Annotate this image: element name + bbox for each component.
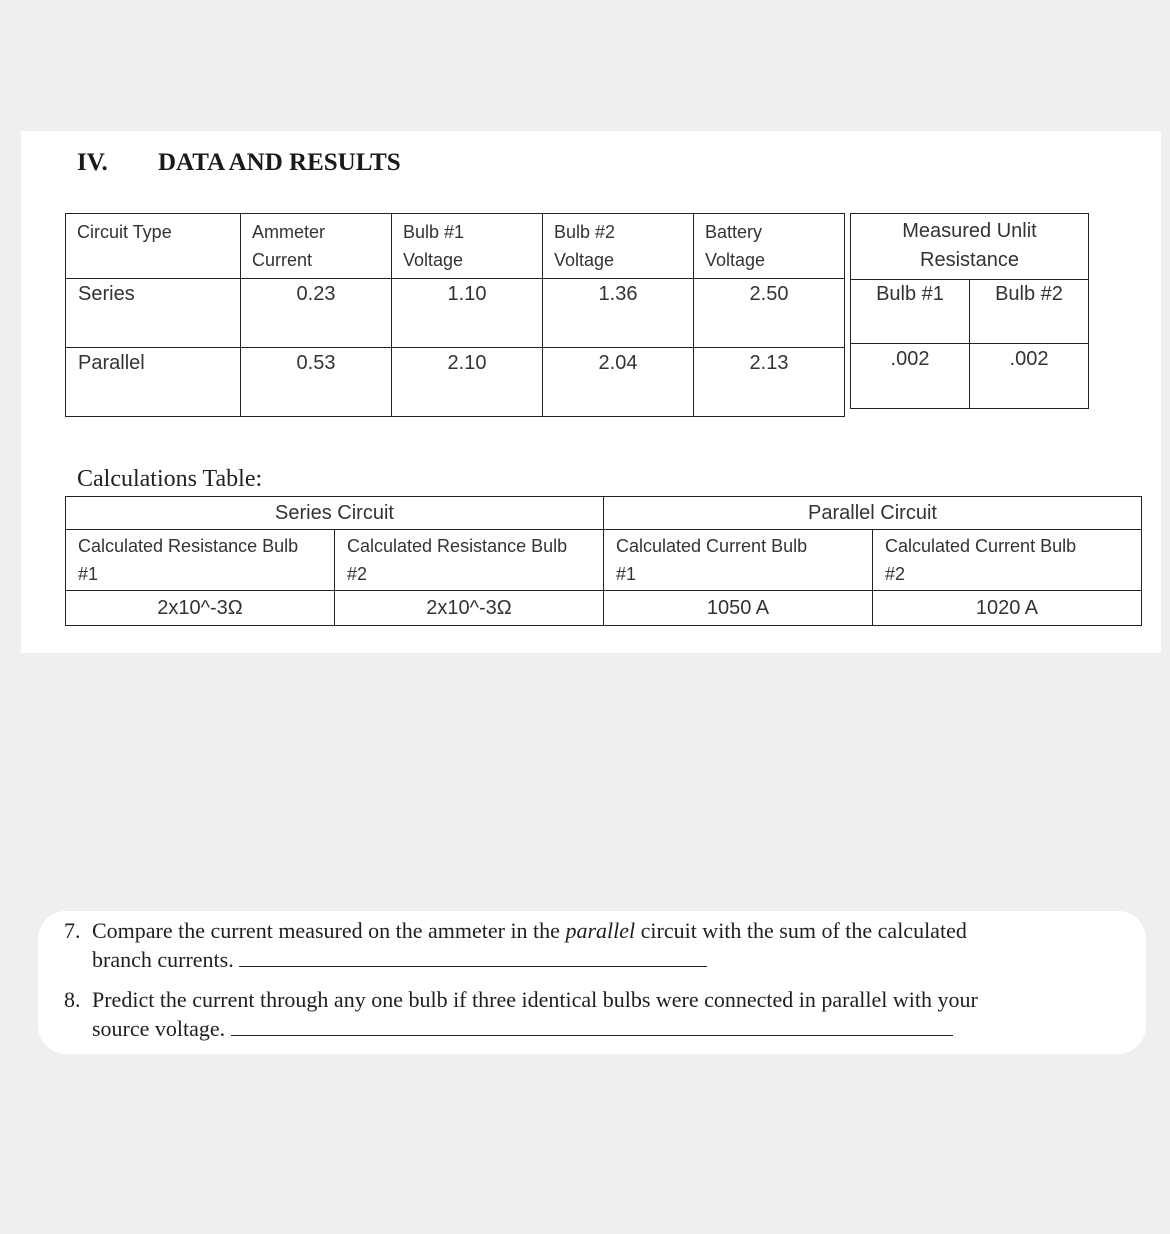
- cell-parallel-battery: 2.13: [694, 348, 845, 417]
- table-row-parallel: [66, 348, 845, 417]
- header-circuit-type: Circuit Type: [66, 214, 241, 279]
- header-ammeter-current: Ammeter Current: [241, 214, 392, 279]
- questions-panel: [38, 911, 1146, 1054]
- question-8: 8. Predict the current through any one bulb if three identical bulbs were connected in parallel with your source voltage.: [64, 987, 978, 1041]
- cell-calc-current-bulb1: 1050 A: [604, 591, 873, 626]
- cell-calc-resistance-bulb1: 2x10^-3Ω: [66, 591, 335, 626]
- header-calc-resistance-bulb2: Calculated Resistance Bulb #2: [335, 530, 604, 591]
- resistance-header-row: [851, 280, 1089, 344]
- series-circuit-label: Series Circuit: [66, 497, 604, 530]
- calc-header-row: [66, 530, 1142, 591]
- parallel-circuit-label: Parallel Circuit: [604, 497, 1142, 530]
- header-bulb1: Bulb #1: [851, 280, 970, 344]
- calc-group-row: [66, 497, 1142, 530]
- calculations-table: [65, 496, 1142, 626]
- calc-value-row: [66, 591, 1142, 626]
- header-calc-resistance-bulb1: Calculated Resistance Bulb #1: [66, 530, 335, 591]
- header-bulb2-voltage: Bulb #2 Voltage: [543, 214, 694, 279]
- cell-calc-resistance-bulb2: 2x10^-3Ω: [335, 591, 604, 626]
- section-heading: [77, 149, 401, 177]
- header-bulb2: Bulb #2: [970, 280, 1089, 344]
- cell-parallel-ammeter: 0.53: [241, 348, 392, 417]
- cell-parallel-bulb1: 2.10: [392, 348, 543, 417]
- header-battery-voltage: Battery Voltage: [694, 214, 845, 279]
- section-title: DATA AND RESULTS: [158, 149, 401, 176]
- cell-series-bulb2: 1.36: [543, 279, 694, 348]
- resistance-value-row: [851, 344, 1089, 409]
- cell-series-battery: 2.50: [694, 279, 845, 348]
- cell-series-type: Series: [66, 279, 241, 348]
- question-7: 7. Compare the current measured on the ammeter in the parallel circuit with the sum of the calculated branch currents.: [64, 918, 967, 972]
- resistance-title: Measured Unlit Resistance: [851, 214, 1089, 280]
- resistance-table: [850, 213, 1089, 409]
- header-calc-current-bulb2: Calculated Current Bulb #2: [873, 530, 1142, 591]
- cell-resistance-bulb2: .002: [970, 344, 1089, 409]
- header-bulb1-voltage: Bulb #1 Voltage: [392, 214, 543, 279]
- answer-blank-8[interactable]: [231, 1017, 953, 1036]
- cell-parallel-bulb2: 2.04: [543, 348, 694, 417]
- question-number: 7.: [64, 918, 81, 943]
- cell-series-bulb1: 1.10: [392, 279, 543, 348]
- cell-parallel-type: Parallel: [66, 348, 241, 417]
- question-number: 8.: [64, 987, 81, 1012]
- data-table: [65, 213, 845, 417]
- cell-resistance-bulb1: .002: [851, 344, 970, 409]
- cell-series-ammeter: 0.23: [241, 279, 392, 348]
- section-number: IV.: [77, 149, 108, 176]
- resistance-title-row: [851, 214, 1089, 280]
- answer-blank-7[interactable]: [239, 948, 707, 967]
- table-row-series: [66, 279, 845, 348]
- header-calc-current-bulb1: Calculated Current Bulb #1: [604, 530, 873, 591]
- cell-calc-current-bulb2: 1020 A: [873, 591, 1142, 626]
- data-table-header-row: [66, 214, 845, 279]
- calculations-title: Calculations Table:: [77, 466, 263, 492]
